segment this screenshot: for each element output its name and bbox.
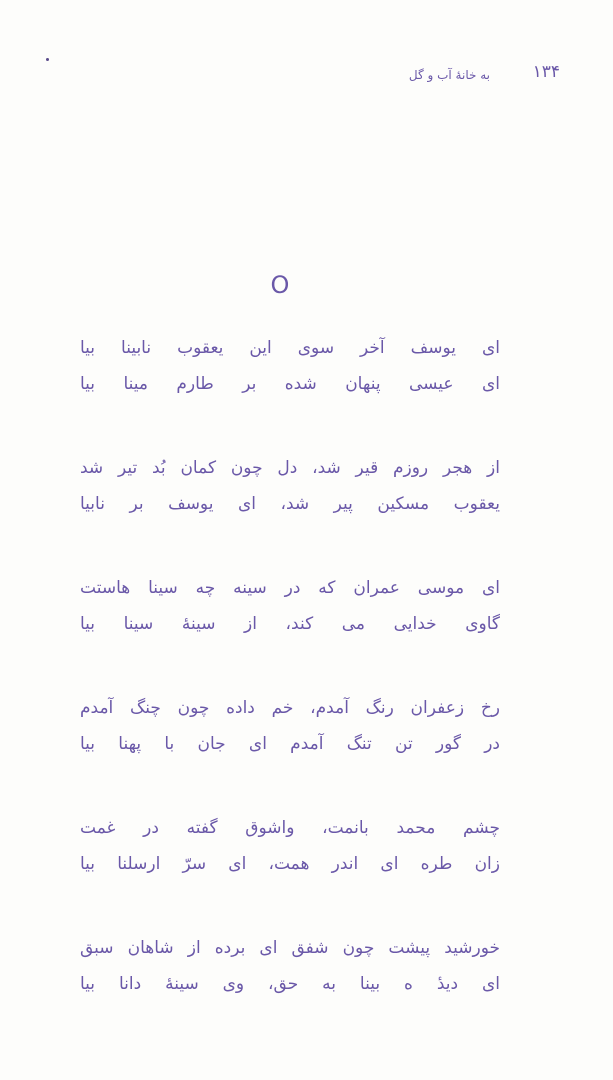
stanza-5 bbox=[80, 810, 500, 882]
stanza-1 bbox=[80, 330, 500, 402]
section-mark: O bbox=[270, 271, 290, 299]
verse-line: یعقوب مسکین پیر شد، ای یوسف بر نابیا bbox=[80, 494, 500, 514]
stanza-2 bbox=[80, 450, 500, 522]
verse-line: ای عیسی پنهان شده بر طارم مینا بیا bbox=[80, 374, 500, 394]
poem bbox=[80, 330, 500, 1050]
page-header bbox=[370, 62, 570, 92]
stanza-6 bbox=[80, 930, 500, 1002]
verse-line: ای دیدٔ ه بینا به حق، وی سینهٔ دانا بیا bbox=[80, 974, 500, 994]
verse-line: از هجر روزم قیر شد، دل چون کمان بُد تیر شد bbox=[80, 458, 500, 478]
page-speck bbox=[46, 58, 49, 61]
verse-line: رخ زعفران رنگ آمدم، خم داده چون چنگ آمدم bbox=[80, 698, 500, 718]
verse-line: گاوی خدایی می کند، از سینهٔ سینا بیا bbox=[80, 614, 500, 634]
verse-line: زان طره ای اندر همت، ای سرّ ارسلنا بیا bbox=[80, 854, 500, 874]
page-number: ۱۳۴ bbox=[532, 62, 560, 82]
stanza-4 bbox=[80, 690, 500, 762]
verse-line: خورشید پیشت چون شفق ای برده از شاهان سبق bbox=[80, 938, 500, 958]
verse-line: ای موسی عمران که در سینه چه سینا هاستت bbox=[80, 578, 500, 598]
stanza-3 bbox=[80, 570, 500, 642]
verse-line: ای یوسف آخر سوی این یعقوب نابینا بیا bbox=[80, 338, 500, 358]
verse-line: چشم محمد بانمت، واشوق گفته در غمت bbox=[80, 818, 500, 838]
running-title: به خانهٔ آب و گل bbox=[408, 68, 490, 82]
verse-line: در گور تن تنگ آمدم ای جان با پهنا بیا bbox=[80, 734, 500, 754]
